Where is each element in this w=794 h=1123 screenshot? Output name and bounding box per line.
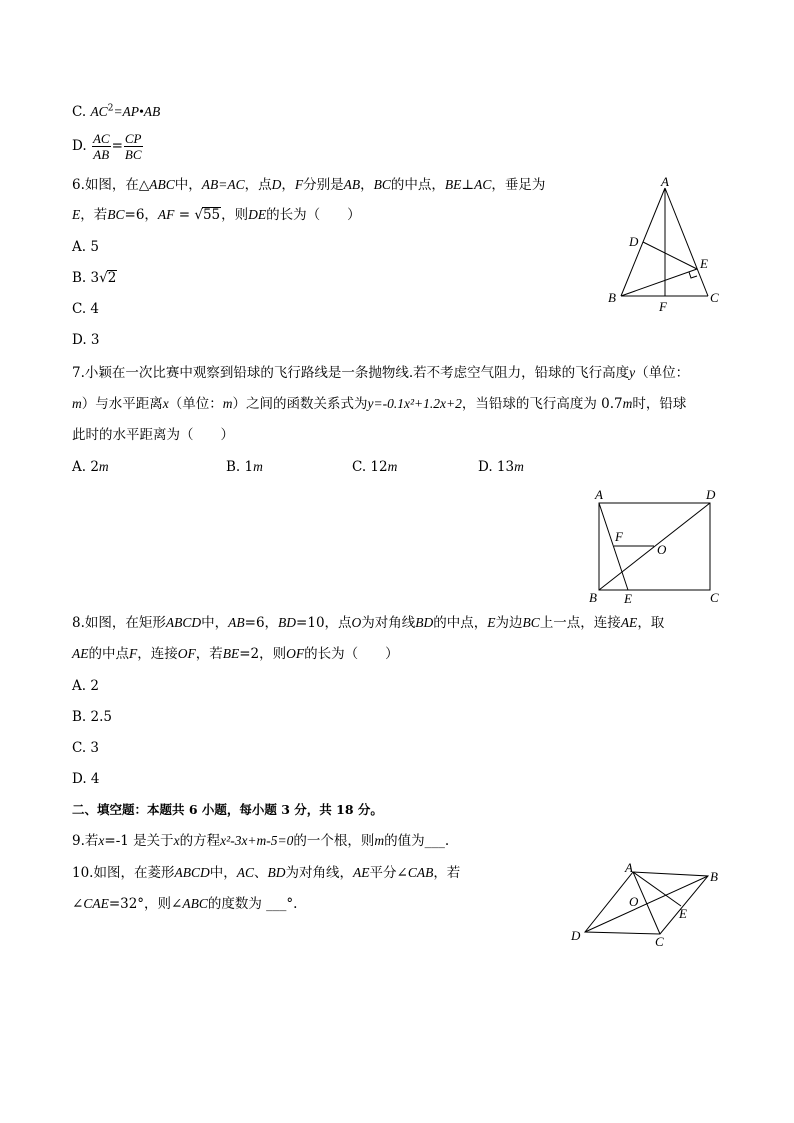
label-f: F [615, 529, 623, 544]
label-b: B [608, 290, 616, 305]
q8-stem-line2: AE的中点F，连接OF，若BE=2，则OF的长为（ ） [72, 646, 399, 662]
q6-option-c: C. 4 [72, 301, 100, 317]
label-o: O [629, 894, 639, 909]
label-f: F [659, 299, 667, 314]
q6-option-a: A. 5 [72, 239, 99, 255]
q7-option-c: C. 12m [352, 459, 398, 475]
q7-option-b: B. 1m [226, 459, 263, 475]
q7-stem-line2: m）与水平距离x（单位：m）之间的函数关系式为y=-0.1x²+1.2x+2，当铅球的飞行高度为 0.7m时，铅球 [72, 396, 687, 412]
label-b: B [589, 590, 597, 605]
label-b: B [710, 869, 718, 884]
q7-option-d: D. 13m [478, 459, 524, 475]
q6-triangle-figure [600, 172, 730, 317]
q6-option-d: D. 3 [72, 332, 100, 348]
q8-rectangle-figure [585, 485, 725, 610]
label-a: A [595, 487, 603, 502]
fraction-ac-ab: $\frac{AC}{AB}$ [92, 131, 110, 162]
label-o: O [657, 542, 667, 557]
label-c: C [655, 934, 664, 949]
q9-stem: 9.若x=-1 是关于x的方程x²-3x+m-5=0的一个根，则m的值为___. [72, 833, 450, 849]
label-d: D [629, 234, 639, 249]
q10-rhombus-figure [565, 860, 735, 950]
q8-option-b: B. 2.5 [72, 709, 112, 725]
label-e: E [624, 591, 632, 606]
q8-option-c: C. 3 [72, 740, 100, 756]
label-c: C [710, 590, 719, 605]
label-d: D [706, 487, 716, 502]
q5-option-d: D. $\frac{AC}{AB}$ = $\frac{CP}{BC}$ [72, 131, 142, 162]
q10-stem-line2: ∠CAE=32°，则∠ABC的度数为 ___°. [72, 896, 298, 912]
label-a: A [661, 174, 669, 189]
q5-option-c: C. $AC^2=AP•AB$ [72, 103, 161, 120]
q7-stem-line3: 此时的水平距离为（ ） [72, 427, 234, 443]
section-title-fill-in: 二、填空题：本题共 6 小题，每小题 3 分，共 18 分。 [72, 802, 383, 817]
label-e: E [700, 256, 708, 271]
q10-stem-line1: 10.如图，在菱形ABCD中，AC、BD为对角线，AE平分∠CAB，若 [72, 865, 461, 881]
q7-stem-line1: 7.小颖在一次比赛中观察到铅球的飞行路线是一条抛物线.若不考虑空气阻力，铅球的飞行高度y（单位： [72, 365, 690, 381]
q6-stem-line1: 6.如图，在△ABC中，AB=AC，点D，F分别是AB，BC的中点，BE⊥AC，垂足为 [72, 177, 546, 193]
q8-stem-line1: 8.如图，在矩形ABCD中，AB=6，BD=10，点O为对角线BD的中点，E为边BC上一点，连接AE，取 [72, 615, 665, 631]
q7-option-a: A. 2m [72, 459, 109, 475]
label-d: D [571, 928, 581, 943]
label-e: E [679, 906, 687, 921]
q6-stem-line2: E，若BC=6，AF = √55，则DE的长为（ ） [72, 207, 361, 223]
q6-option-b: B. 3√2 [72, 270, 117, 286]
label-c: C [710, 290, 719, 305]
q8-option-d: D. 4 [72, 771, 100, 787]
label-a: A [625, 860, 633, 875]
fraction-cp-bc: $\frac{CP}{BC}$ [124, 131, 142, 162]
q8-option-a: A. 2 [72, 678, 99, 694]
